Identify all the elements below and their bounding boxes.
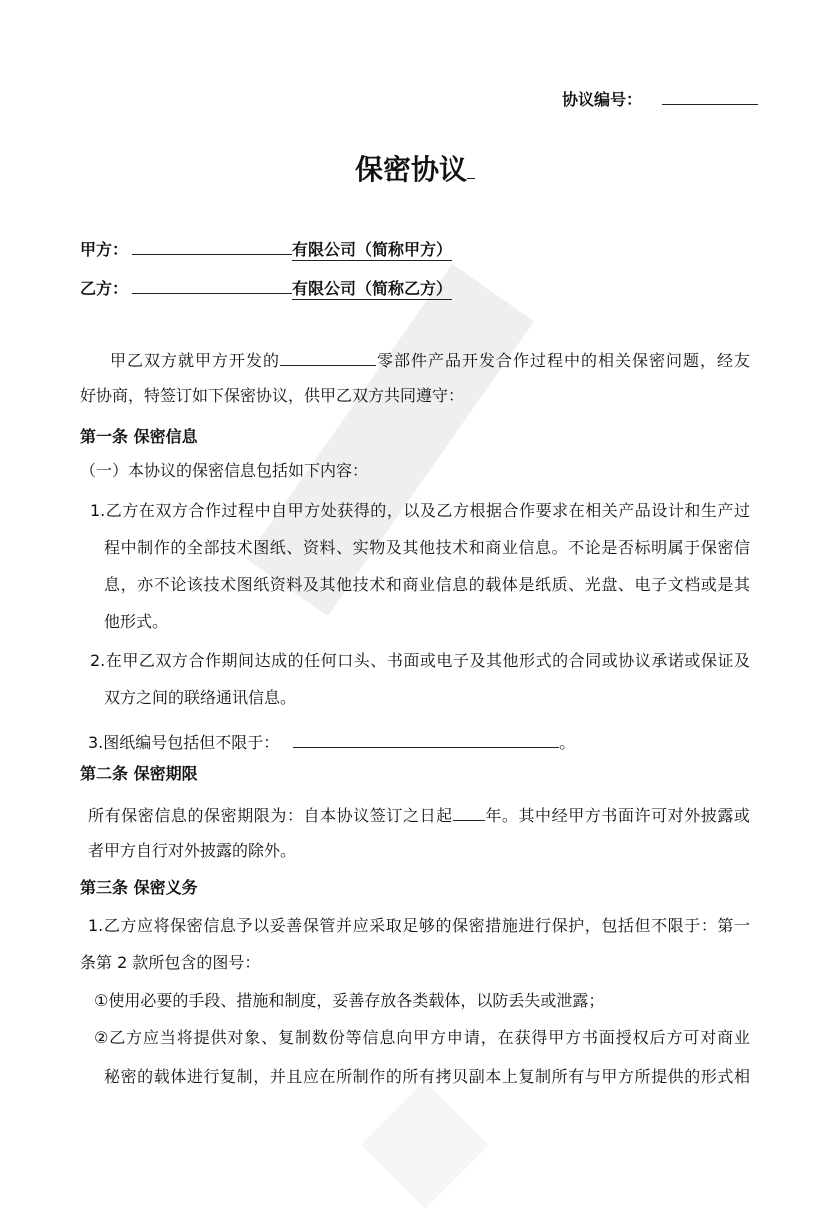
- product-field[interactable]: [280, 349, 376, 366]
- article-1-heading: 第一条 保密信息: [80, 427, 198, 446]
- paragraph-line: 双方之间的联络通讯信息。: [104, 688, 297, 707]
- paragraph-line: ②乙方应当将提供对象、复制数份等信息向甲方申请，在获得甲方书面授权后方可对商业: [94, 1028, 750, 1047]
- paragraph-line: 1.乙方应将保密信息予以妥善保管并应采取足够的保密措施进行保护，包括但不限于：第一: [88, 916, 750, 935]
- watermark-fragment: [361, 1081, 488, 1208]
- party-b-name-field[interactable]: [132, 277, 292, 294]
- party-b-label: 乙方：: [80, 279, 129, 298]
- article-1-sub: （一）本协议的保密信息包括如下内容：: [80, 461, 369, 480]
- intro-line: 甲乙双方就甲方开发的 零部件产品开发合作过程中的相关保密问题，经友: [110, 351, 750, 370]
- party-a-name-field[interactable]: [132, 238, 292, 255]
- paragraph-line: 条第 2 款所包含的图号：: [80, 953, 261, 972]
- article-2-heading: 第二条 保密期限: [80, 764, 198, 783]
- intro-line: 好协商，特签订如下保密协议，供甲乙双方共同遵守：: [80, 386, 465, 405]
- party-a-label: 甲方：: [80, 240, 129, 259]
- drawing-numbers: 3.图纸编号包括但不限于： 。: [88, 733, 576, 752]
- article-3-heading: 第三条 保密义务: [80, 878, 198, 897]
- agreement-number-label: 协议编号：: [562, 90, 643, 109]
- agreement-number-field[interactable]: [662, 88, 758, 105]
- party-a-suffix: 有限公司（简称甲方）: [292, 240, 453, 259]
- page-title: 保密协议: [0, 152, 830, 188]
- drawing-numbers-field[interactable]: [293, 731, 559, 748]
- paragraph-line: 秘密的载体进行复制，并且应在所制作的所有拷贝副本上复制所有与甲方所提供的形式相: [104, 1067, 750, 1086]
- party-b: [80, 277, 452, 300]
- paragraph-line: ①使用必要的手段、措施和制度，妥善存放各类载体，以防丢失或泄露；: [94, 991, 605, 1010]
- paragraph-line: 2.在甲乙双方合作期间达成的任何口头、书面或电子及其他形式的合同或协议承诺或保证及: [90, 651, 750, 670]
- paragraph-line: 他形式。: [104, 612, 169, 631]
- paragraph-line: 1.乙方在双方合作过程中自甲方处获得的，以及乙方根据合作要求在相关产品设计和生产过: [90, 501, 750, 520]
- party-b-suffix: 有限公司（简称乙方）: [292, 279, 453, 298]
- paragraph-line: 所有保密信息的保密期限为：自本协议签订之日起 年。其中经甲方书面许可对外披露或: [88, 806, 750, 825]
- paragraph-line: 程中制作的全部技术图纸、资料、实物及其他技术和商业信息。不论是否标明属于保密信: [104, 538, 750, 557]
- party-a: [80, 238, 452, 261]
- agreement-number: [562, 88, 758, 110]
- paragraph-line: 者甲方自行对外披露的除外。: [88, 841, 297, 860]
- paragraph-line: 息，亦不论该技术图纸资料及其他技术和商业信息的载体是纸质、光盘、电子文档或是其: [104, 575, 750, 594]
- years-field[interactable]: [453, 804, 485, 821]
